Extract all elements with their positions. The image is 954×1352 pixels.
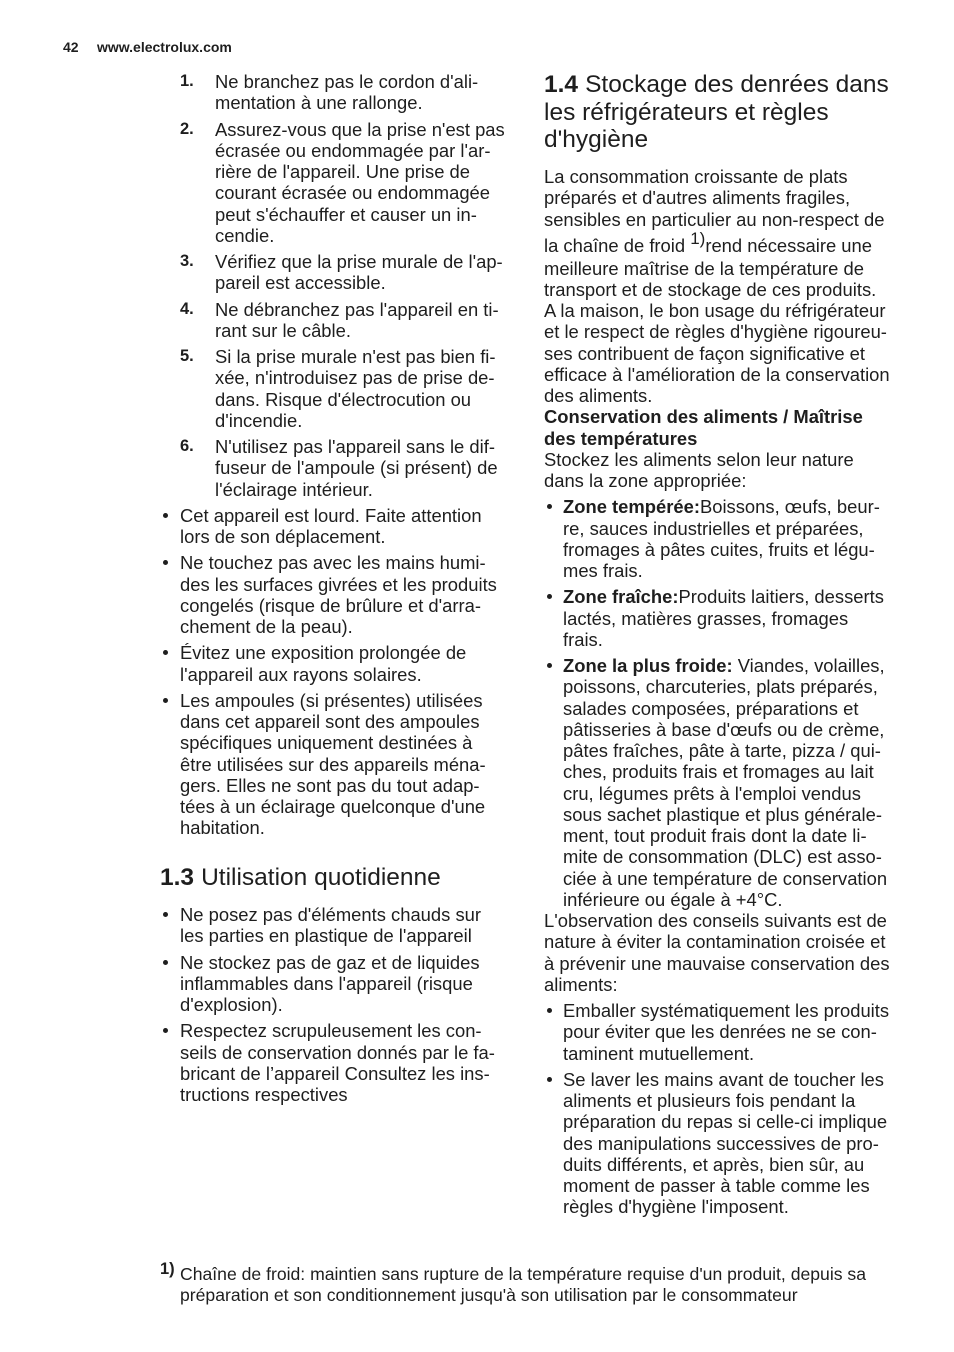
bullet-text — [563, 1069, 914, 1218]
list-item-text — [215, 436, 520, 500]
text-line: à prévenir une mauvaise conservation des — [544, 952, 890, 974]
text-line: gers. Elles ne sont pas du tout adap- — [180, 774, 480, 796]
text-line: être utilisées sur des appareils ména- — [180, 753, 486, 775]
text-line: et le respect de règles d'hygiène rigoureu- — [544, 321, 887, 343]
text-line: Cet appareil est lourd. Faite attention — [180, 504, 482, 526]
footnote-line: Chaîne de froid: maintien sans rupture de la température requise d'un produit, depuis sa — [180, 1264, 867, 1284]
bullet-text — [180, 690, 520, 839]
section-title: Utilisation quotidienne — [201, 864, 441, 891]
safety-bullet-list — [160, 505, 520, 839]
storage-zone-item — [544, 655, 914, 910]
left-column-safety — [160, 71, 520, 844]
zone-label: Zone tempérée: — [563, 496, 700, 518]
hygiene-advice-item — [544, 1000, 914, 1064]
footnote-marker: 1) — [160, 1260, 175, 1278]
text-line: rant sur le câble. — [215, 319, 351, 341]
zone-first-line — [563, 655, 914, 676]
text-line: ses contribuent de façon significative et — [544, 342, 866, 364]
text-line: nature à éviter la contamination croisée et — [544, 931, 886, 953]
text-line: Stockez les aliments selon leur nature — [544, 448, 854, 470]
website-url: www.electrolux.com — [97, 39, 232, 55]
text-line: ciée à une température de conservation — [563, 867, 888, 889]
footnote-line: préparation et son conditionnement jusqu'à son utilisation par le consommateur — [180, 1285, 798, 1305]
advice-intro-paragraph — [544, 910, 914, 995]
text-line: l'appareil aux rayons solaires. — [180, 663, 422, 685]
section-title-line: d'hygiène — [544, 126, 649, 153]
right-column-storage — [544, 166, 914, 1218]
text-line: dans cet appareil sont des ampoules — [180, 711, 480, 732]
text-line: Assurez-vous que la prise n'est pas — [215, 118, 505, 140]
text-line: Ne branchez pas le cordon d'ali- — [215, 71, 479, 92]
text-line: La consommation croissante de plats — [544, 166, 848, 187]
bullet-text — [180, 552, 520, 637]
zone-description: Produits laitiers, desserts — [678, 586, 884, 608]
text-line: Vérifiez que la prise murale de l'ap- — [215, 251, 503, 272]
text-line: lactés, matières grasses, fromages — [563, 607, 849, 629]
text-line: duits différents, et après, bien sûr, au — [563, 1153, 865, 1175]
zone-label: Zone la plus froide: — [563, 655, 733, 676]
list-number: 1. — [180, 72, 194, 90]
text-line: meilleure maîtrise de la température de — [544, 257, 864, 279]
text-line: habitation. — [180, 817, 265, 839]
bullet-text — [180, 642, 520, 685]
section-title-line — [544, 71, 889, 99]
text-fragment: rend nécessaire une — [705, 235, 872, 257]
text-line: mite de consommation (DLC) est asso- — [563, 846, 882, 868]
text-line: taminent mutuellement. — [563, 1042, 755, 1064]
text-line: des les surfaces givrées et les produits — [180, 573, 497, 595]
text-line: cendie. — [215, 224, 275, 246]
numbered-list-item — [160, 119, 520, 247]
numbered-safety-list — [160, 71, 520, 500]
text-line: Respectez scrupuleusement les con- — [180, 1020, 482, 1042]
text-line: N'utilisez pas l'appareil sans le dif- — [215, 436, 495, 457]
daily-use-bullet-list — [160, 904, 520, 1110]
text-line: Évitez une exposition prolongée de — [180, 642, 467, 664]
text-line: tructions respectives — [180, 1084, 348, 1105]
text-line: sous sachet plastique et plus générale- — [563, 803, 882, 825]
subheading — [544, 406, 914, 449]
list-item-text — [215, 119, 520, 247]
text-fragment: la chaîne de froid — [544, 235, 691, 257]
list-item-text — [215, 299, 520, 342]
zone-first-line — [563, 496, 914, 517]
text-line: chement de la peau). — [180, 616, 353, 637]
bullet-text — [180, 904, 520, 947]
text-line: pour éviter que les denrées ne se con- — [563, 1021, 877, 1043]
text-line: Ne débranchez pas l'appareil en ti- — [215, 298, 499, 320]
daily-use-bullet-item — [160, 1020, 520, 1105]
text-line: Ne touchez pas avec les mains humi- — [180, 552, 486, 574]
text-line: salades composées, préparations et — [563, 697, 859, 719]
numbered-list-item — [160, 346, 520, 431]
text-line: Se laver les mains avant de toucher les — [563, 1068, 884, 1090]
text-line: des températures — [544, 427, 698, 449]
text-line: courant écrasée ou endommagée — [215, 182, 491, 204]
zone-label: Zone fraîche: — [563, 586, 679, 608]
bullet-text — [180, 1020, 520, 1105]
bullet-text — [563, 1000, 914, 1064]
list-number: 2. — [180, 119, 194, 138]
safety-bullet-item — [160, 552, 520, 637]
page-number: 42 — [63, 39, 79, 55]
text-line: dans la zone appropriée: — [544, 470, 747, 491]
text-line: tées à un éclairage quelconque d'une — [180, 796, 486, 817]
text-line: bricant de l’appareil Consultez les ins- — [180, 1062, 490, 1084]
zone-text — [563, 496, 914, 581]
bullet-icon — [547, 1008, 552, 1013]
storage-zone-item — [544, 586, 914, 650]
text-line: fromages à pâtes cuites, fruits et légu- — [563, 538, 875, 560]
bullet-icon — [547, 1077, 552, 1082]
bullet-icon — [163, 698, 168, 703]
safety-bullet-item — [160, 505, 520, 548]
text-line: règles d'hygiène l'imposent. — [563, 1196, 789, 1218]
text-line: ches, produits frais et fromages au lait — [563, 761, 874, 783]
text-line: les parties en plastique de l'appareil — [180, 925, 472, 947]
hygiene-advice-item — [544, 1069, 914, 1218]
text-line: poissons, charcuteries, plats préparés, — [563, 676, 878, 698]
text-line: des aliments. — [544, 385, 653, 406]
text-line: pareil est accessible. — [215, 272, 386, 294]
text-line: Conservation des aliments / Maîtrise — [544, 406, 863, 428]
text-line: d'explosion). — [180, 994, 283, 1015]
text-line: congelés (risque de brûlure et d'arra- — [180, 594, 481, 616]
section-title-line: les réfrigérateurs et règles — [544, 98, 829, 126]
text-line: inflammables dans l'appareil (risque — [180, 972, 473, 994]
text-line: L'observation des conseils suivants est de — [544, 910, 887, 931]
bullet-text — [180, 505, 520, 548]
text-line: cru, légumes prêts à l'emploi vendus — [563, 782, 861, 804]
numbered-list-item — [160, 251, 520, 294]
list-number: 5. — [180, 347, 194, 365]
bullet-icon — [163, 560, 168, 565]
storage-zone-list — [544, 496, 914, 910]
text-line: spécifiques uniquement destinées à — [180, 732, 473, 754]
numbered-list-item — [160, 436, 520, 500]
text-line: des manipulations successives de pro- — [563, 1132, 879, 1154]
section-number: 1.3 — [160, 864, 195, 891]
bullet-icon — [547, 504, 552, 509]
text-line: moment de passer à table comme les — [563, 1175, 870, 1196]
text-line-with-reference — [544, 230, 914, 258]
zone-description: Viandes, volailles, — [732, 655, 885, 676]
text-line: ment, tout produit frais dont la date li- — [563, 825, 867, 846]
numbered-list-item — [160, 299, 520, 342]
list-item-text — [215, 71, 520, 114]
text-line: xée, n'introduisez pas de prise de- — [215, 367, 495, 389]
bullet-icon — [163, 650, 168, 655]
section-heading-1-3 — [160, 864, 441, 892]
text-line: lors de son déplacement. — [180, 526, 386, 547]
text-line: Si la prise murale n'est pas bien fi- — [215, 346, 496, 367]
text-line: l'éclairage intérieur. — [215, 478, 373, 500]
bullet-icon — [547, 594, 552, 599]
text-line: efficace à l'amélioration de la conservation — [544, 363, 890, 385]
text-line: dans. Risque d'électrocution ou — [215, 388, 472, 410]
intro-paragraph — [544, 166, 914, 406]
text-line: mes frais. — [563, 560, 643, 581]
safety-bullet-item — [160, 690, 520, 839]
text-line: Emballer systématiquement les produits — [563, 1000, 890, 1021]
text-line: mentation à une rallonge. — [215, 92, 423, 114]
section-heading-1-4 — [544, 71, 889, 154]
list-item-text — [215, 251, 520, 294]
text-line: aliments: — [544, 973, 618, 995]
text-line: frais. — [563, 628, 603, 650]
safety-bullet-item — [160, 642, 520, 685]
footnote-reference: 1) — [690, 229, 706, 249]
text-line: pâtisseries à base d'œufs ou de crème, — [563, 718, 885, 740]
text-line: transport et de stockage de ces produits. — [544, 278, 877, 300]
hygiene-advice-list — [544, 1000, 914, 1218]
bullet-icon — [547, 663, 552, 668]
footnote — [180, 1264, 866, 1306]
daily-use-bullet-item — [160, 952, 520, 1016]
list-number: 6. — [180, 437, 194, 455]
bullet-icon — [163, 960, 168, 965]
text-line: d'incendie. — [215, 409, 303, 431]
text-line: Ne stockez pas de gaz et de liquides — [180, 951, 480, 973]
text-line: A la maison, le bon usage du réfrigérateur — [544, 300, 886, 321]
text-line: fuseur de l'ampoule (si présent) de — [215, 457, 498, 479]
text-line: écrasée ou endommagée par l'ar- — [215, 139, 491, 161]
list-number: 3. — [180, 252, 194, 270]
storage-zone-item — [544, 496, 914, 581]
bullet-icon — [163, 1028, 168, 1033]
list-item-text — [215, 346, 520, 431]
zone-first-line — [563, 586, 914, 607]
zone-intro-paragraph — [544, 449, 914, 492]
bullet-icon — [163, 912, 168, 917]
text-line: pâtes fraîches, pâte à tarte, pizza / qui- — [563, 740, 881, 761]
text-line: inférieure ou égale à +4°C. — [563, 888, 783, 910]
text-line: sensibles en particulier au non-respect de — [544, 208, 885, 230]
zone-text — [563, 655, 914, 910]
text-line: préparés et d'autres aliments fragiles, — [544, 187, 851, 209]
text-line: aliments et plusieurs fois pendant la — [563, 1090, 856, 1111]
bullet-icon — [163, 513, 168, 518]
numbered-list-item — [160, 71, 520, 114]
text-line: seils de conservation donnés par le fa- — [180, 1041, 495, 1063]
list-number: 4. — [180, 299, 194, 318]
text-line: Ne posez pas d'éléments chauds sur — [180, 904, 481, 925]
daily-use-bullet-item — [160, 904, 520, 947]
text-line: préparation du repas si celle-ci implique — [563, 1111, 888, 1133]
text-line: peut s'échauffer et causer un in- — [215, 203, 477, 225]
section-number: 1.4 — [544, 71, 579, 98]
zone-text — [563, 586, 914, 650]
section-title: Stockage des denrées dans — [585, 71, 889, 98]
text-line: Les ampoules (si présentes) utilisées — [180, 689, 483, 711]
text-line: rière de l'appareil. Une prise de — [215, 161, 470, 182]
zone-description: Boissons, œufs, beur- — [699, 496, 880, 518]
bullet-text — [180, 952, 520, 1016]
text-line: re, sauces industrielles et préparées, — [563, 517, 864, 539]
